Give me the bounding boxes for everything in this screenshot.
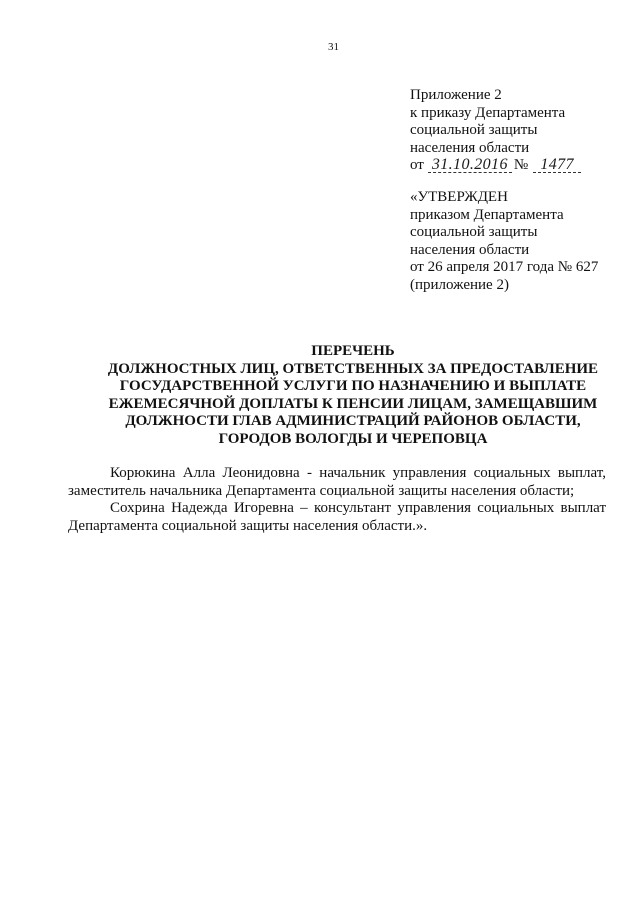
document-body [68, 465, 606, 535]
order-prefix: от [410, 157, 424, 173]
approval-line: (приложение 2) [410, 276, 509, 293]
approval-line: приказом Департамента [410, 206, 564, 223]
title-line: ПЕРЕЧЕНЬ [311, 343, 395, 359]
official-entry-2 [68, 500, 606, 535]
appendix-header [410, 87, 632, 175]
handwritten-order-date: 31.10.2016 [428, 157, 512, 173]
title-line: ГОРОДОВ ВОЛОГДЫ И ЧЕРЕПОВЦА [218, 430, 488, 447]
title-line: ЕЖЕМЕСЯЧНОЙ ДОПЛАТЫ К ПЕНСИИ ЛИЦАМ, ЗАМЕЩАВШИМ [108, 395, 598, 412]
title-line: ГОСУДАРСТВЕННОЙ УСЛУГИ ПО НАЗНАЧЕНИЮ И ВЫПЛАТЕ [119, 378, 587, 394]
handwritten-order-number: 1477 [533, 157, 581, 173]
paragraph-line: Сохрина Надежда Игоревна – консультант управления социальных выплат [110, 500, 606, 516]
appendix-line: населения области [410, 139, 530, 156]
number-sign: № [513, 157, 529, 173]
approval-line: социальной защиты [410, 224, 538, 240]
document-title [70, 343, 636, 448]
approval-stamp-text [410, 189, 632, 294]
approval-line: от 26 апреля 2017 года № 627 [410, 259, 599, 275]
page-number: 31 [328, 41, 339, 53]
approval-line: «УТВЕРЖДЕН [410, 189, 508, 205]
paragraph-line: Департамента социальной защиты населения области.». [68, 517, 428, 534]
appendix-line: Приложение 2 [410, 87, 502, 103]
paragraph-line: заместитель начальника Департамента социальной защиты населения области; [68, 482, 575, 499]
official-entry-1 [68, 465, 606, 500]
title-line: ДОЛЖНОСТИ ГЛАВ АДМИНИСТРАЦИЙ РАЙОНОВ ОБЛАСТИ, [125, 413, 581, 429]
appendix-line: социальной защиты [410, 122, 538, 138]
order-reference-line [410, 157, 632, 175]
title-line: ДОЛЖНОСТНЫХ ЛИЦ, ОТВЕТСТВЕННЫХ ЗА ПРЕДОСТАВЛЕНИЕ [107, 360, 599, 377]
paragraph-line: Корюкина Алла Леонидовна - начальник управления социальных выплат, [110, 465, 606, 481]
appendix-line: к приказу Департамента [410, 104, 566, 121]
approval-line: населения области [410, 241, 530, 258]
